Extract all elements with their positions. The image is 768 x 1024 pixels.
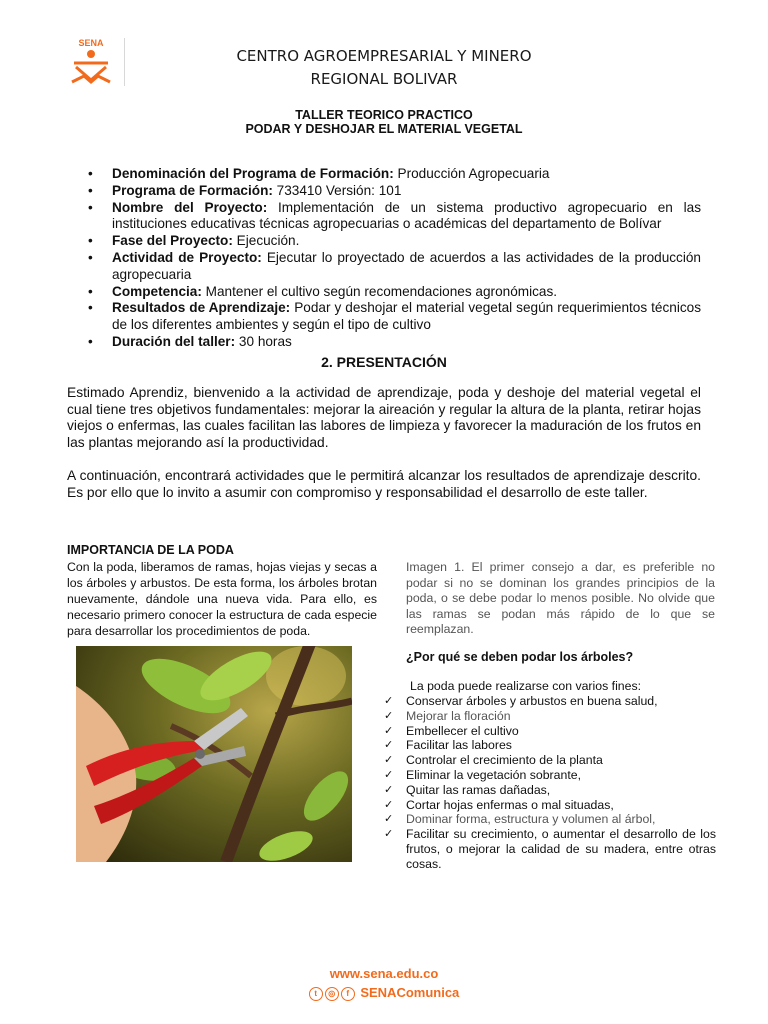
presentation-paragraph-1: Estimado Aprendiz, bienvenido a la actividad de aprendizaje, poda y deshoje del material vegetal el cual tiene tres objetivos fundamentales: mejorar la aireación y regular la altura de la planta, retirar hojas viejos o enfermas, las cuales facilitan las labores de limpieza y favorecer la maduración de los frutos en las plantas mejorando así la productividad. [67,385,701,450]
social-handle: SENAComunica [360,985,460,1000]
purpose-text: Embellecer el cultivo [406,723,519,738]
purpose-text: Facilitar su crecimiento, o aumentar el desarrollo de los frutos, o mejorar la calidad de su madera, entre otras cosas. [406,827,716,871]
program-info-value: Producción Agropecuaria [393,166,550,181]
checkmark-icon: ✓ [384,739,394,752]
importance-heading: IMPORTANCIA DE LA PODA [67,543,234,557]
checkmark-icon: ✓ [384,754,394,767]
bullet-icon: • [88,333,93,349]
purpose-item [384,827,716,871]
program-info-value: Implementación de un sistema productivo agropecuario en las instituciones educativas técnicas agropecuarias o académicas del departamento de Bolívar [112,199,701,232]
regional-name: REGIONAL BOLIVAR [310,70,458,88]
program-info-item [88,183,701,200]
purpose-item [384,798,716,813]
program-info-list [88,166,701,351]
purpose-text: Controlar el crecimiento de la planta [406,753,603,768]
program-info-label: Nombre del Proyecto: [112,199,268,215]
pruning-photo [76,646,352,862]
checkmark-icon: ✓ [384,724,394,737]
checkmark-icon: ✓ [384,783,394,796]
purpose-item [384,768,716,783]
purpose-text: Dominar forma, estructura y volumen al árbol, [406,812,656,827]
purpose-text: Facilitar las labores [406,738,512,753]
program-info-value: Podar y deshojar el material vegetal según requerimientos técnicos de los diferentes ambientes y según el tipo de cultivo [112,300,702,333]
purpose-text: Eliminar la vegetación sobrante, [406,767,581,782]
purpose-text: Conservar árboles y arbustos en buena salud, [406,694,658,708]
bullet-icon: • [88,233,93,249]
checkmark-icon: ✓ [384,798,394,811]
program-info-label: Resultados de Aprendizaje: [112,300,291,316]
bullet-icon: • [88,249,93,265]
purpose-item [384,709,716,724]
purpose-item [384,694,716,709]
facebook-icon: f [341,987,355,1001]
purpose-item [384,783,716,798]
program-info-value: Ejecución. [232,233,300,249]
pruning-purposes-list [384,694,716,872]
instagram-icon: ◎ [325,987,339,1001]
purpose-text: Mejorar la floración [406,708,511,723]
why-prune-intro: La poda puede realizarse con varios fines: [410,679,642,693]
logo-text: SENA [78,38,104,48]
program-info-label: Duración del taller: [112,333,236,349]
program-info-label: Fase del Proyecto: [112,233,233,249]
importance-text: Con la poda, liberamos de ramas, hojas viejas y secas a los árboles y arbustos. De esta forma, los árboles brotan nuevamente, dándole una nueva vida. Para ello, es necesario primero conocer la estructura de cada especie para desarrollar los procedimientos de poda. [67,560,377,638]
program-info-label: Programa de Formación: [112,182,273,198]
program-info-value: 733410 Versión: 101 [272,182,402,198]
presentation-heading: 2. PRESENTACIÓN [321,354,447,370]
program-info-item [88,233,701,250]
program-info-value: Ejecutar lo proyectado de acuerdos a las actividades de la producción agropecuaria [112,249,701,282]
checkmark-icon: ✓ [384,813,394,826]
program-info-item [88,284,701,301]
bullet-icon: • [88,182,93,198]
program-info-label: Actividad de Proyecto: [112,249,262,265]
program-info-item [88,300,701,334]
purpose-text: Cortar hojas enfermas o mal situadas, [406,797,614,812]
checkmark-icon: ✓ [384,709,394,722]
program-info-label: Denominación del Programa de Formación: [112,166,394,181]
workshop-type: TALLER TEORICO PRACTICO [295,108,473,122]
purpose-item [384,753,716,768]
checkmark-icon: ✓ [384,695,394,707]
purpose-text: Quitar las ramas dañadas, [406,782,551,797]
image-caption: Imagen 1. El primer consejo a dar, es preferible no podar si no se dominan los grandes principios de la poda, o se debe podar lo menos posible. No olvide que las ramas se podan más rápido de lo que se reemplazan. [406,560,715,636]
program-info-label: Competencia: [112,283,202,299]
program-info-item [88,166,701,183]
program-info-item [88,334,701,351]
workshop-title: PODAR Y DESHOJAR EL MATERIAL VEGETAL [245,122,523,136]
footer-url[interactable]: www.sena.edu.co [329,966,439,981]
checkmark-icon: ✓ [384,828,394,841]
program-info-item [88,250,701,284]
bullet-icon: • [88,166,93,181]
program-info-item [88,200,701,234]
center-name: CENTRO AGROEMPRESARIAL Y MINERO [236,47,532,65]
purpose-item [384,812,716,827]
footer-social[interactable] [0,985,768,1001]
program-info-value: 30 horas [235,333,292,349]
purpose-item [384,724,716,739]
bullet-icon: • [88,283,93,299]
program-info-value: Mantener el cultivo según recomendaciones agronómicas. [201,283,558,299]
why-prune-heading: ¿Por qué se deben podar los árboles? [406,650,634,664]
presentation-paragraph-2: A continuación, encontrará actividades que le permitirá alcanzar los resultados de aprendizaje descrito. Es por ello que lo invito a asumir con compromiso y responsabilidad el desarrollo de este taller. [67,468,701,500]
checkmark-icon: ✓ [384,768,394,781]
purpose-item [384,738,716,753]
bullet-icon: • [88,300,93,316]
twitter-icon: t [309,987,323,1001]
bullet-icon: • [88,199,93,215]
